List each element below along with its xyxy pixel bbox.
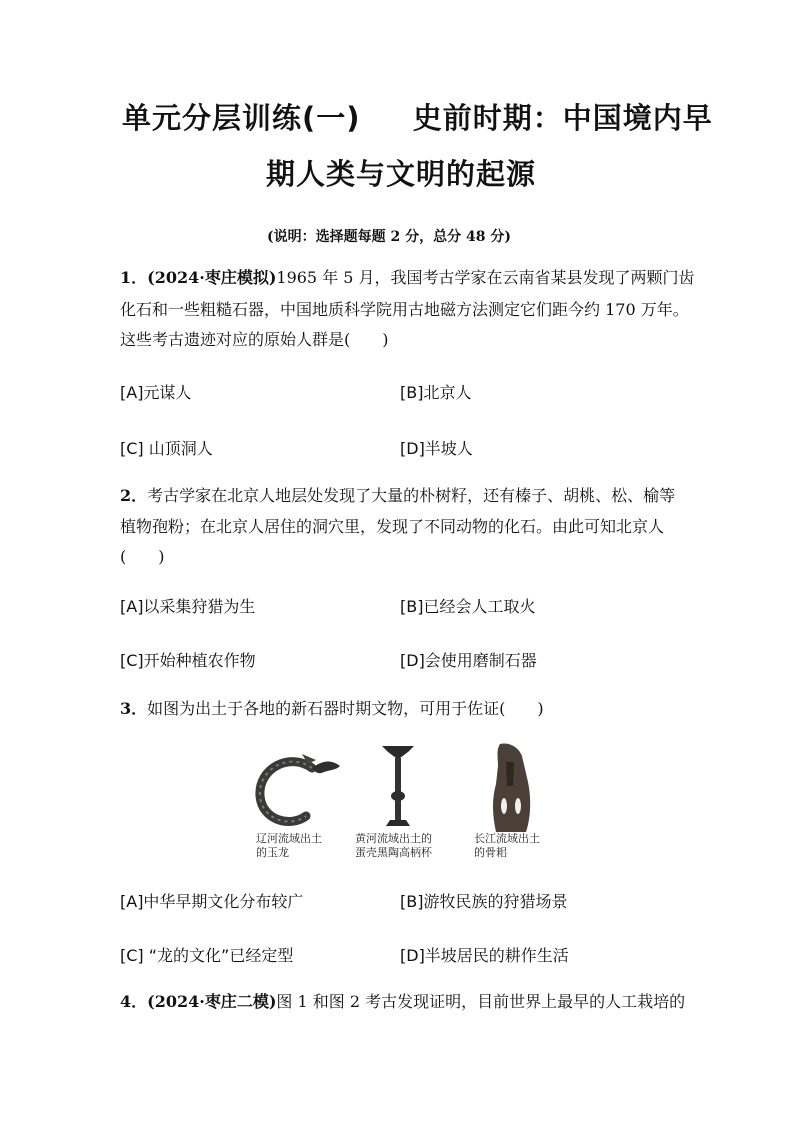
question-1-option-a[interactable]: [A]元谋人 — [120, 383, 192, 402]
question-3-line-1 — [120, 693, 544, 725]
question-2-line-3: ( ) — [120, 547, 165, 566]
question-text: 考古学家在北京人地层处发现了大量的朴树籽，还有榛子、胡桃、松、榆等 — [147, 486, 676, 505]
scoring-note: (说明：选择题每题 2 分，总分 48 分) — [267, 229, 511, 245]
question-number: 2． — [120, 486, 148, 505]
black-pottery-cup-image — [378, 740, 418, 835]
question-3-option-c[interactable]: [C] “龙的文化”已经定型 — [120, 946, 294, 965]
question-1-line-2: 化石和一些粗糙石器，中国地质科学院用古地磁方法测定它们距今约 170 万年。 — [120, 300, 689, 319]
question-2-option-a[interactable]: [A]以采集狩猎为生 — [120, 597, 256, 616]
figure-caption-bone-spade: 长江流域出土的骨耜 — [474, 832, 540, 859]
question-number: 1． — [120, 268, 148, 287]
question-2-line-2: 植物孢粉；在北京人居住的洞穴里，发现了不同动物的化石。由此可知北京人 — [120, 517, 665, 536]
title-part1: 单元分层训练(一) — [122, 101, 361, 135]
question-source: (2024·枣庄模拟) — [147, 268, 277, 287]
question-text: 图 1 和图 2 考古发现证明，目前世界上最早的人工栽培的 — [276, 992, 686, 1011]
question-2-option-d[interactable]: [D]会使用磨制石器 — [400, 651, 537, 670]
question-text: 1965 年 5 月，我国考古学家在云南省某县发现了两颗门齿 — [276, 268, 695, 287]
question-2-option-b[interactable]: [B]已经会人工取火 — [400, 597, 536, 616]
question-3-option-b[interactable]: [B]游牧民族的狩猎场景 — [400, 892, 568, 911]
bone-spade-image — [486, 742, 536, 837]
question-number: 4． — [120, 992, 148, 1011]
figure-caption-jade-dragon: 辽河流域出土的玉龙 — [256, 832, 322, 859]
question-1-option-d[interactable]: [D]半坡人 — [400, 439, 473, 458]
question-1-option-b[interactable]: [B]北京人 — [400, 383, 472, 402]
title-part2: 史前时期：中国境内早 — [412, 101, 713, 135]
question-3-option-d[interactable]: [D]半坡居民的耕作生活 — [400, 946, 569, 965]
question-1-line-3: 这些考古遗迹对应的原始人群是( ) — [120, 330, 389, 349]
figure-caption-black-pottery-cup: 黄河流域出土的蛋壳黑陶高柄杯 — [355, 832, 432, 859]
question-2-option-c[interactable]: [C]开始种植农作物 — [120, 651, 256, 670]
jade-dragon-image — [250, 740, 350, 835]
page-title-line1 — [122, 96, 713, 137]
question-source: (2024·枣庄二模) — [147, 992, 277, 1011]
question-1-line-1 — [120, 262, 695, 294]
question-text: 如图为出土于各地的新石器时期文物，可用于佐证( ) — [147, 699, 544, 718]
question-1-option-c[interactable]: [C] 山顶洞人 — [120, 439, 213, 458]
page-title-line2: 期人类与文明的起源 — [266, 157, 537, 191]
question-4-line-1 — [120, 986, 685, 1018]
question-3-option-a[interactable]: [A]中华早期文化分布较广 — [120, 892, 304, 911]
question-number: 3． — [120, 699, 148, 718]
question-2-line-1 — [120, 480, 675, 512]
